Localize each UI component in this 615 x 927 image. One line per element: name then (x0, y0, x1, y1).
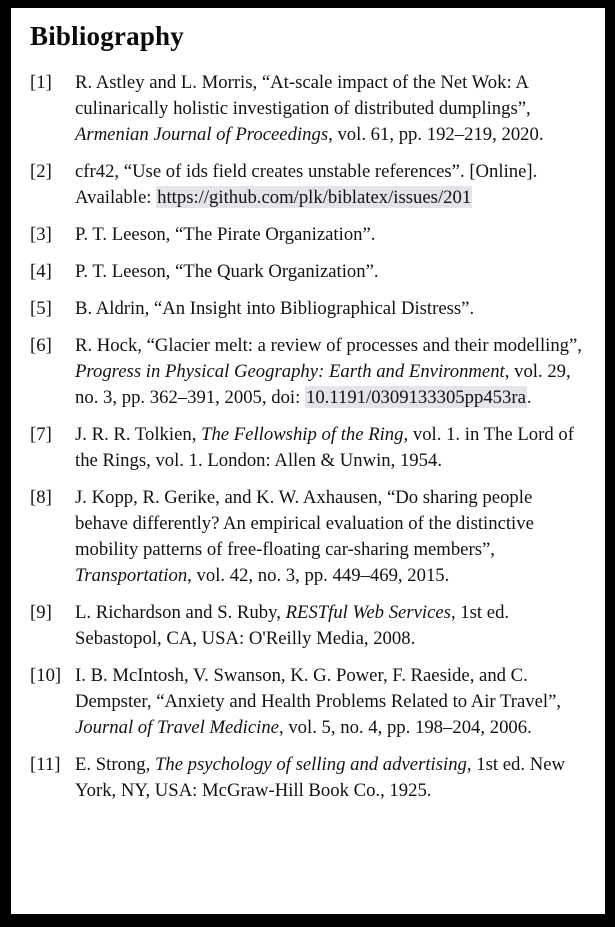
reference-text-segment: J. R. R. Tolkien, (75, 424, 202, 445)
entry-text (75, 72, 544, 145)
bibliography-entry (30, 333, 585, 411)
bibliography-entry (30, 600, 585, 652)
reference-text-segment: Journal of Travel Medicine (75, 717, 279, 738)
bibliography-entry (30, 422, 585, 474)
reference-text-segment: R. Hock, “Glacier melt: a review of processes and their modelling”, (75, 335, 582, 356)
bibliography-entry (30, 485, 585, 589)
bibliography-list (30, 70, 585, 804)
entry-text (75, 224, 375, 245)
entry-label: [1] (30, 72, 52, 93)
entry-label: [4] (30, 261, 52, 282)
entry-label: [9] (30, 602, 52, 623)
reference-text-segment: The psychology of selling and advertising (154, 754, 467, 775)
entry-text (75, 424, 574, 471)
entry-label: [7] (30, 424, 52, 445)
entry-label: [2] (30, 161, 52, 182)
reference-text-segment: I. B. McIntosh, V. Swanson, K. G. Power, F. Raeside, and C. Dempster, “Anxiety and Health Problems Related to Air Travel”, (75, 665, 562, 712)
entry-label: [6] (30, 335, 52, 356)
reference-text-segment: L. Richardson and S. Ruby, (75, 602, 286, 623)
bibliography-entry (30, 159, 585, 211)
reference-text-segment: Progress in Physical Geography: Earth and Environment (75, 361, 505, 382)
bibliography-heading: Bibliography (30, 21, 184, 51)
entry-text (75, 161, 537, 208)
bibliography-entry (30, 296, 585, 322)
reference-text-segment: B. Aldrin, “An Insight into Bibliographical Distress”. (75, 298, 475, 319)
entry-text (75, 602, 509, 649)
reference-text-segment: J. Kopp, R. Gerike, and K. W. Axhausen, “Do sharing people behave differently? An empirical evaluation of the distinctive mobility patterns of free-floating car-sharing members”, (75, 487, 534, 560)
entry-label: [10] (30, 665, 62, 686)
reference-text-segment: P. T. Leeson, “The Pirate Organization”. (75, 224, 376, 245)
entry-text (75, 665, 561, 738)
document-page (11, 8, 605, 914)
entry-label: [3] (30, 224, 52, 245)
reference-text-segment: P. T. Leeson, “The Quark Organization”. (75, 261, 379, 282)
bibliography-entry (30, 259, 585, 285)
bibliography-entry (30, 752, 585, 804)
reference-text-segment: , vol. 29, no. 3, pp. 362–391, 2005, doi: (75, 361, 571, 408)
bibliography-entry (30, 222, 585, 248)
entry-label: [8] (30, 487, 52, 508)
entry-text (75, 754, 565, 801)
entry-text (75, 298, 474, 319)
reference-text-segment: cfr42, “Use of ids field creates unstable references”. [Online]. Available: (75, 161, 538, 208)
entry-label: [11] (30, 754, 61, 775)
reference-text-segment: , vol. 61, pp. 192–219, 2020. (328, 124, 544, 145)
reference-text-segment: , vol. 42, no. 3, pp. 449–469, 2015. (187, 565, 450, 586)
reference-text-segment: , vol. 5, no. 4, pp. 198–204, 2006. (278, 717, 532, 738)
reference-text-segment: . (526, 387, 532, 408)
reference-text-segment: E. Strong, (75, 754, 155, 775)
reference-link[interactable]: https://github.com/plk/biblatex/issues/201 (157, 187, 472, 208)
entry-label: [5] (30, 298, 52, 319)
reference-text-segment: The Fellowship of the Ring (201, 424, 404, 445)
reference-text-segment: R. Astley and L. Morris, “At-scale impact of the Net Wok: A culinarically holistic investigation of distributed dumplings”, (75, 72, 531, 119)
reference-link[interactable]: 10.1191/0309133305pp453ra (305, 387, 526, 408)
bibliography-entry (30, 70, 585, 148)
reference-text-segment: , vol. 1. in The Lord of the Rings, vol. 1. London: Allen & Unwin, 1954. (75, 424, 574, 471)
entry-text (75, 261, 379, 282)
reference-text-segment: Armenian Journal of Proceedings (75, 124, 329, 145)
page-content (11, 8, 605, 804)
reference-text-segment: , 1st ed. Sebastopol, CA, USA: O'Reilly Media, 2008. (75, 602, 510, 649)
reference-text-segment: RESTful Web Services (285, 602, 451, 623)
reference-text-segment: , 1st ed. New York, NY, USA: McGraw-Hill Book Co., 1925. (75, 754, 565, 801)
entry-text (75, 335, 582, 408)
reference-text-segment: Transportation (75, 565, 188, 586)
entry-text (75, 487, 534, 586)
bibliography-entry (30, 663, 585, 741)
